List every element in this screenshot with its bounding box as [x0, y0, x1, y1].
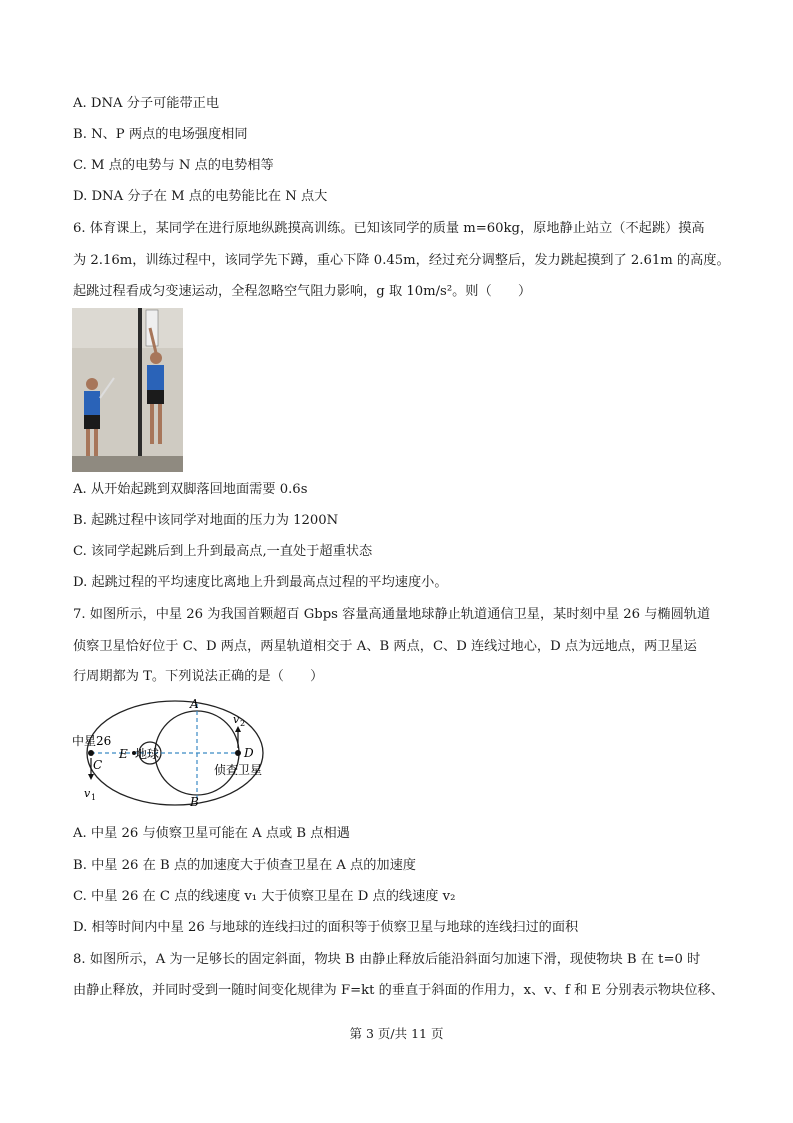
q6-stem-line-3: 起跳过程看成匀变速运动，全程忽略空气阻力影响，g 取 10m/s²。则（ ） — [73, 284, 532, 299]
q7-stem-line-2: 侦察卫星恰好位于 C、D 两点，两星轨道相交于 A、B 两点，C、D 连线过地心，D 点为远地点，两卫星运 — [73, 639, 697, 654]
label-a: A — [190, 697, 199, 711]
q5-option-a: A. DNA 分子可能带正电 — [73, 96, 220, 111]
q6-stem-line-1: 6. 体育课上，某同学在进行原地纵跳摸高训练。已知该同学的质量 m=60kg，原地静止站立（不起跳）摸高 — [73, 221, 705, 236]
label-b: B — [190, 795, 199, 806]
orbit-diagram — [72, 696, 282, 806]
q5-option-d: D. DNA 分子在 M 点的电势能比在 N 点大 — [73, 189, 328, 204]
label-v1: v — [84, 787, 91, 800]
label-v1-sub: 1 — [91, 793, 97, 802]
label-sat26: 中星26 — [72, 734, 112, 748]
label-spy-satellite: 侦查卫星 — [214, 763, 263, 777]
q6-option-a: A. 从开始起跳到双脚落回地面需要 0.6s — [73, 482, 308, 497]
q7-option-c: C. 中星 26 在 C 点的线速度 v₁ 大于侦察卫星在 D 点的线速度 v₂ — [73, 889, 456, 904]
label-c: C — [93, 758, 103, 772]
label-v2: v — [233, 713, 240, 726]
q7-stem-line-3: 行周期都为 T。下列说法正确的是（ ） — [73, 669, 324, 684]
page-footer: 第 3 页/共 11 页 — [349, 1026, 444, 1041]
q7-option-a: A. 中星 26 与侦察卫星可能在 A 点或 B 点相遇 — [73, 826, 350, 841]
q5-option-c: C. M 点的电势与 N 点的电势相等 — [73, 158, 274, 173]
q6-option-c: C. 该同学起跳后到上升到最高点,一直处于超重状态 — [73, 544, 373, 559]
q5-option-b: B. N、P 两点的电场强度相同 — [73, 127, 248, 142]
label-d: D — [244, 746, 254, 760]
point-d — [235, 750, 241, 756]
q7-option-b: B. 中星 26 在 B 点的加速度大于侦查卫星在 A 点的加速度 — [73, 858, 416, 873]
q8-stem-line-1: 8. 如图所示，A 为一足够长的固定斜面，物块 B 由静止释放后能沿斜面匀加速下滑，现使物块 B 在 t=0 时 — [73, 952, 701, 967]
q6-stem-line-2: 为 2.16m，训练过程中，该同学先下蹲，重心下降 0.45m，经过充分调整后，发力跳起摸到了 2.61m 的高度。 — [73, 253, 730, 268]
q8-stem-line-2: 由静止释放，并同时受到一随时间变化规律为 F=kt 的垂直于斜面的作用力，x、v、f 和 E 分别表示物块位移、 — [73, 983, 724, 998]
q6-option-d: D. 起跳过程的平均速度比离地上升到最高点过程的平均速度小。 — [73, 575, 448, 590]
label-earth: 地球 — [135, 747, 160, 761]
label-e: E — [119, 747, 128, 761]
jump-training-photo — [72, 308, 183, 472]
q7-stem-line-1: 7. 如图所示，中星 26 为我国首颗超百 Gbps 容量高通量地球静止轨道通信卫星，某时刻中星 26 与椭圆轨道 — [73, 607, 711, 622]
label-v2-sub: 2 — [240, 719, 246, 728]
q6-option-b: B. 起跳过程中该同学对地面的压力为 1200N — [73, 513, 339, 528]
point-c — [88, 750, 94, 756]
q7-option-d: D. 相等时间内中星 26 与地球的连线扫过的面积等于侦察卫星与地球的连线扫过的面积 — [73, 920, 579, 935]
